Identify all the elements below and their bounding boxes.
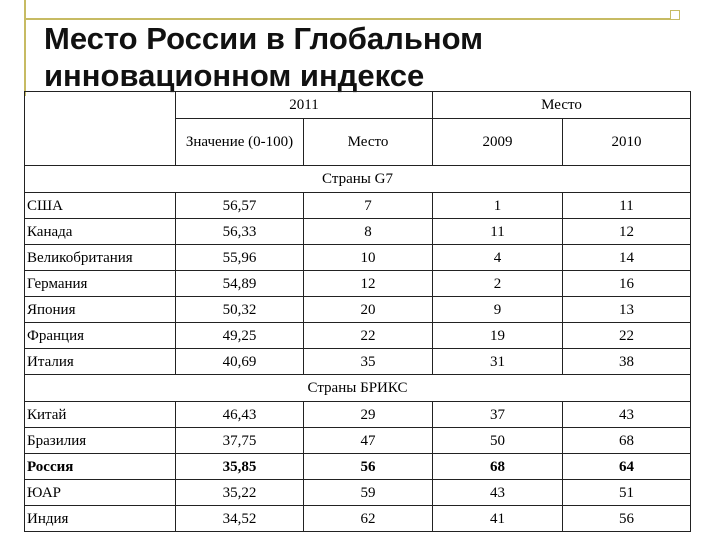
country-cell: Франция [25, 323, 176, 349]
header-2011: 2011 [176, 92, 433, 119]
country-cell: Китай [25, 402, 176, 428]
place-2010-cell: 38 [563, 349, 691, 375]
country-cell: ЮАР [25, 480, 176, 506]
place-cell: 12 [304, 271, 433, 297]
place-2010-cell: 22 [563, 323, 691, 349]
frame-corner-square [670, 10, 680, 20]
place-2010-cell: 43 [563, 402, 691, 428]
place-cell: 22 [304, 323, 433, 349]
place-cell: 35 [304, 349, 433, 375]
table-row [25, 480, 691, 506]
place-2009-cell: 4 [433, 245, 563, 271]
value-cell: 54,89 [176, 271, 304, 297]
table-row [25, 428, 691, 454]
group-header-row [25, 375, 691, 402]
table-row [25, 323, 691, 349]
place-cell: 8 [304, 219, 433, 245]
country-cell: Индия [25, 506, 176, 532]
country-cell: Великобритания [25, 245, 176, 271]
country-cell: Канада [25, 219, 176, 245]
value-cell: 55,96 [176, 245, 304, 271]
page-title-line-2: инновационном индексе [44, 58, 425, 93]
table-row [25, 271, 691, 297]
table-row [25, 454, 691, 480]
header-empty-cell [25, 92, 176, 166]
place-2009-cell: 37 [433, 402, 563, 428]
header-place-group: Место [433, 92, 691, 119]
place-2009-cell: 68 [433, 454, 563, 480]
value-cell: 46,43 [176, 402, 304, 428]
place-cell: 10 [304, 245, 433, 271]
place-2009-cell: 43 [433, 480, 563, 506]
value-cell: 50,32 [176, 297, 304, 323]
group-label: Страны G7 [25, 166, 691, 193]
header-row-years [25, 92, 691, 119]
value-cell: 34,52 [176, 506, 304, 532]
place-2010-cell: 16 [563, 271, 691, 297]
table-row [25, 349, 691, 375]
country-cell: Япония [25, 297, 176, 323]
header-value: Значение (0-100) [176, 119, 304, 166]
place-2010-cell: 13 [563, 297, 691, 323]
place-2010-cell: 51 [563, 480, 691, 506]
value-cell: 49,25 [176, 323, 304, 349]
country-cell: США [25, 193, 176, 219]
place-cell: 29 [304, 402, 433, 428]
place-cell: 56 [304, 454, 433, 480]
place-2009-cell: 1 [433, 193, 563, 219]
place-2009-cell: 50 [433, 428, 563, 454]
table-row [25, 245, 691, 271]
country-cell: Россия [25, 454, 176, 480]
header-2009: 2009 [433, 119, 563, 166]
table-row [25, 193, 691, 219]
place-2009-cell: 11 [433, 219, 563, 245]
place-2010-cell: 12 [563, 219, 691, 245]
place-2009-cell: 31 [433, 349, 563, 375]
table-row [25, 297, 691, 323]
place-cell: 7 [304, 193, 433, 219]
gii-ranking-table [24, 91, 691, 532]
place-2010-cell: 56 [563, 506, 691, 532]
country-cell: Италия [25, 349, 176, 375]
frame-vertical-line [24, 0, 26, 96]
value-cell: 56,57 [176, 193, 304, 219]
country-cell: Германия [25, 271, 176, 297]
place-2009-cell: 2 [433, 271, 563, 297]
value-cell: 37,75 [176, 428, 304, 454]
header-place: Место [304, 119, 433, 166]
value-cell: 40,69 [176, 349, 304, 375]
place-cell: 20 [304, 297, 433, 323]
table-row [25, 219, 691, 245]
place-2009-cell: 41 [433, 506, 563, 532]
place-cell: 47 [304, 428, 433, 454]
page-title [44, 20, 644, 94]
table-row [25, 402, 691, 428]
value-cell: 35,22 [176, 480, 304, 506]
place-2010-cell: 64 [563, 454, 691, 480]
page-title-line-1: Место России в Глобальном [44, 21, 484, 56]
value-cell: 56,33 [176, 219, 304, 245]
place-2010-cell: 68 [563, 428, 691, 454]
place-2009-cell: 19 [433, 323, 563, 349]
place-2010-cell: 11 [563, 193, 691, 219]
group-label: Страны БРИКС [25, 375, 691, 402]
place-2009-cell: 9 [433, 297, 563, 323]
group-header-row [25, 166, 691, 193]
place-cell: 62 [304, 506, 433, 532]
table-row [25, 506, 691, 532]
value-cell: 35,85 [176, 454, 304, 480]
header-2010: 2010 [563, 119, 691, 166]
place-2010-cell: 14 [563, 245, 691, 271]
country-cell: Бразилия [25, 428, 176, 454]
place-cell: 59 [304, 480, 433, 506]
